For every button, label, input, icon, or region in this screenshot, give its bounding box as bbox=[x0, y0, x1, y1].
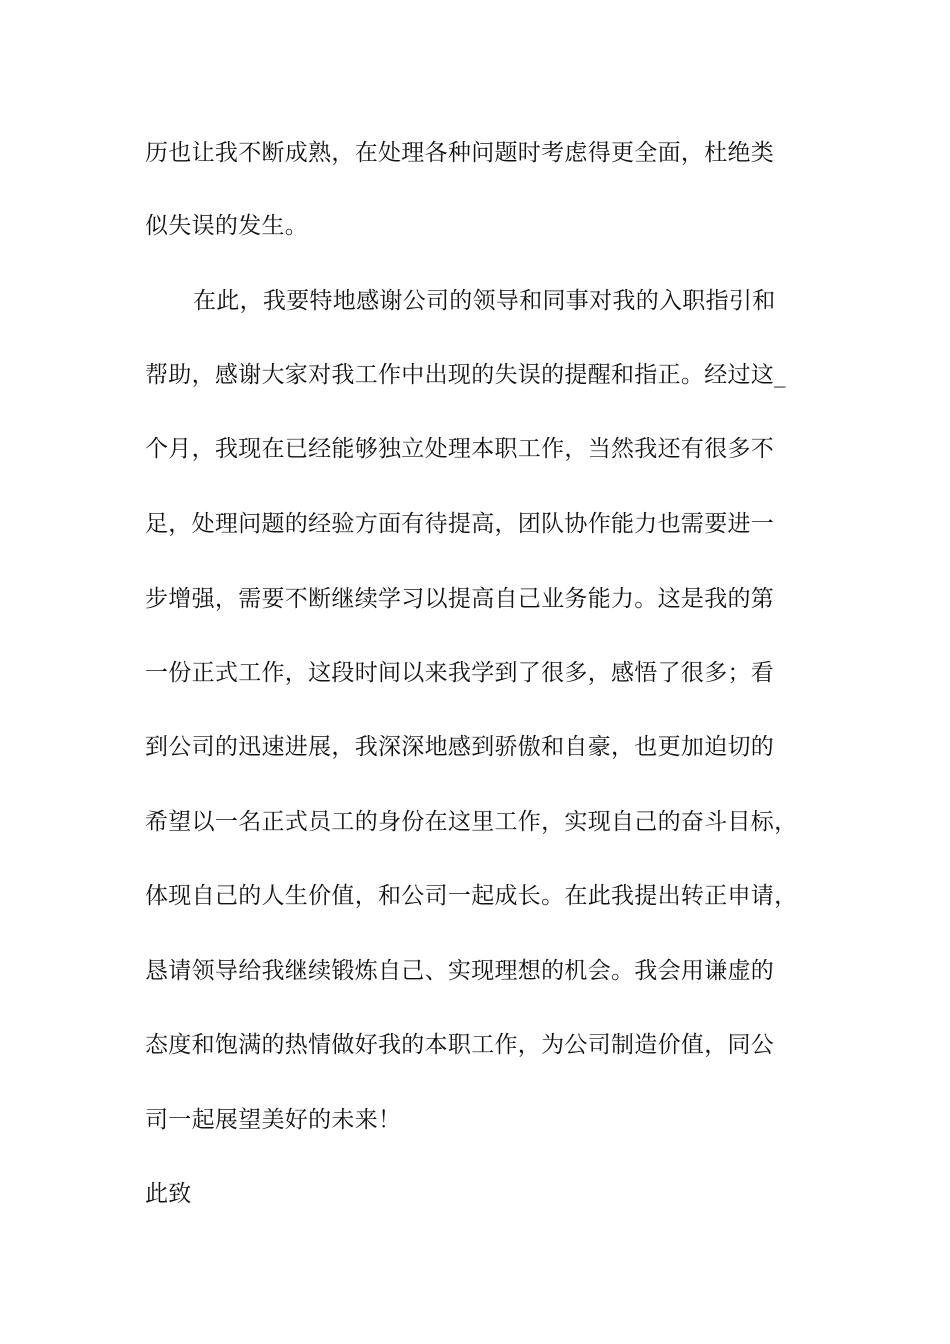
text-line: 恳请领导给我继续锻炼自己、实现理想的机会。我会用谦虚的 bbox=[145, 958, 775, 984]
text-line: 态度和饱满的热情做好我的本职工作，为公司制造价值，同公 bbox=[145, 1032, 775, 1058]
paragraph-start-line: 在此，我要特地感谢公司的领导和同事对我的入职指引和 bbox=[193, 288, 776, 314]
text-line: 步增强，需要不断继续学习以提高自己业务能力。这是我的第 bbox=[145, 586, 775, 612]
text-line: 一份正式工作，这段时间以来我学到了很多，感悟了很多；看 bbox=[145, 660, 775, 686]
text-line: 希望以一名正式员工的身份在这里工作，实现自己的奋斗目标， bbox=[145, 809, 798, 835]
text-line: 足，处理问题的经验方面有待提高，团队协作能力也需要进一 bbox=[145, 511, 775, 537]
text-line: 司一起展望美好的未来！ bbox=[145, 1107, 402, 1133]
text-line: 个月，我现在已经能够独立处理本职工作，当然我还有很多不 bbox=[145, 436, 775, 462]
text-line: 到公司的迅速进展，我深深地感到骄傲和自豪，也更加迫切的 bbox=[145, 734, 775, 760]
text-line: 帮助，感谢大家对我工作中出现的失误的提醒和指正。经过这_ bbox=[145, 362, 786, 388]
text-line: 似失误的发生。 bbox=[145, 213, 309, 239]
closing-salutation: 此致 bbox=[145, 1181, 192, 1207]
text-line: 历也让我不断成熟，在处理各种问题时考虑得更全面，杜绝类 bbox=[145, 140, 775, 166]
text-line: 体现自己的人生价值，和公司一起成长。在此我提出转正申请， bbox=[145, 883, 798, 909]
